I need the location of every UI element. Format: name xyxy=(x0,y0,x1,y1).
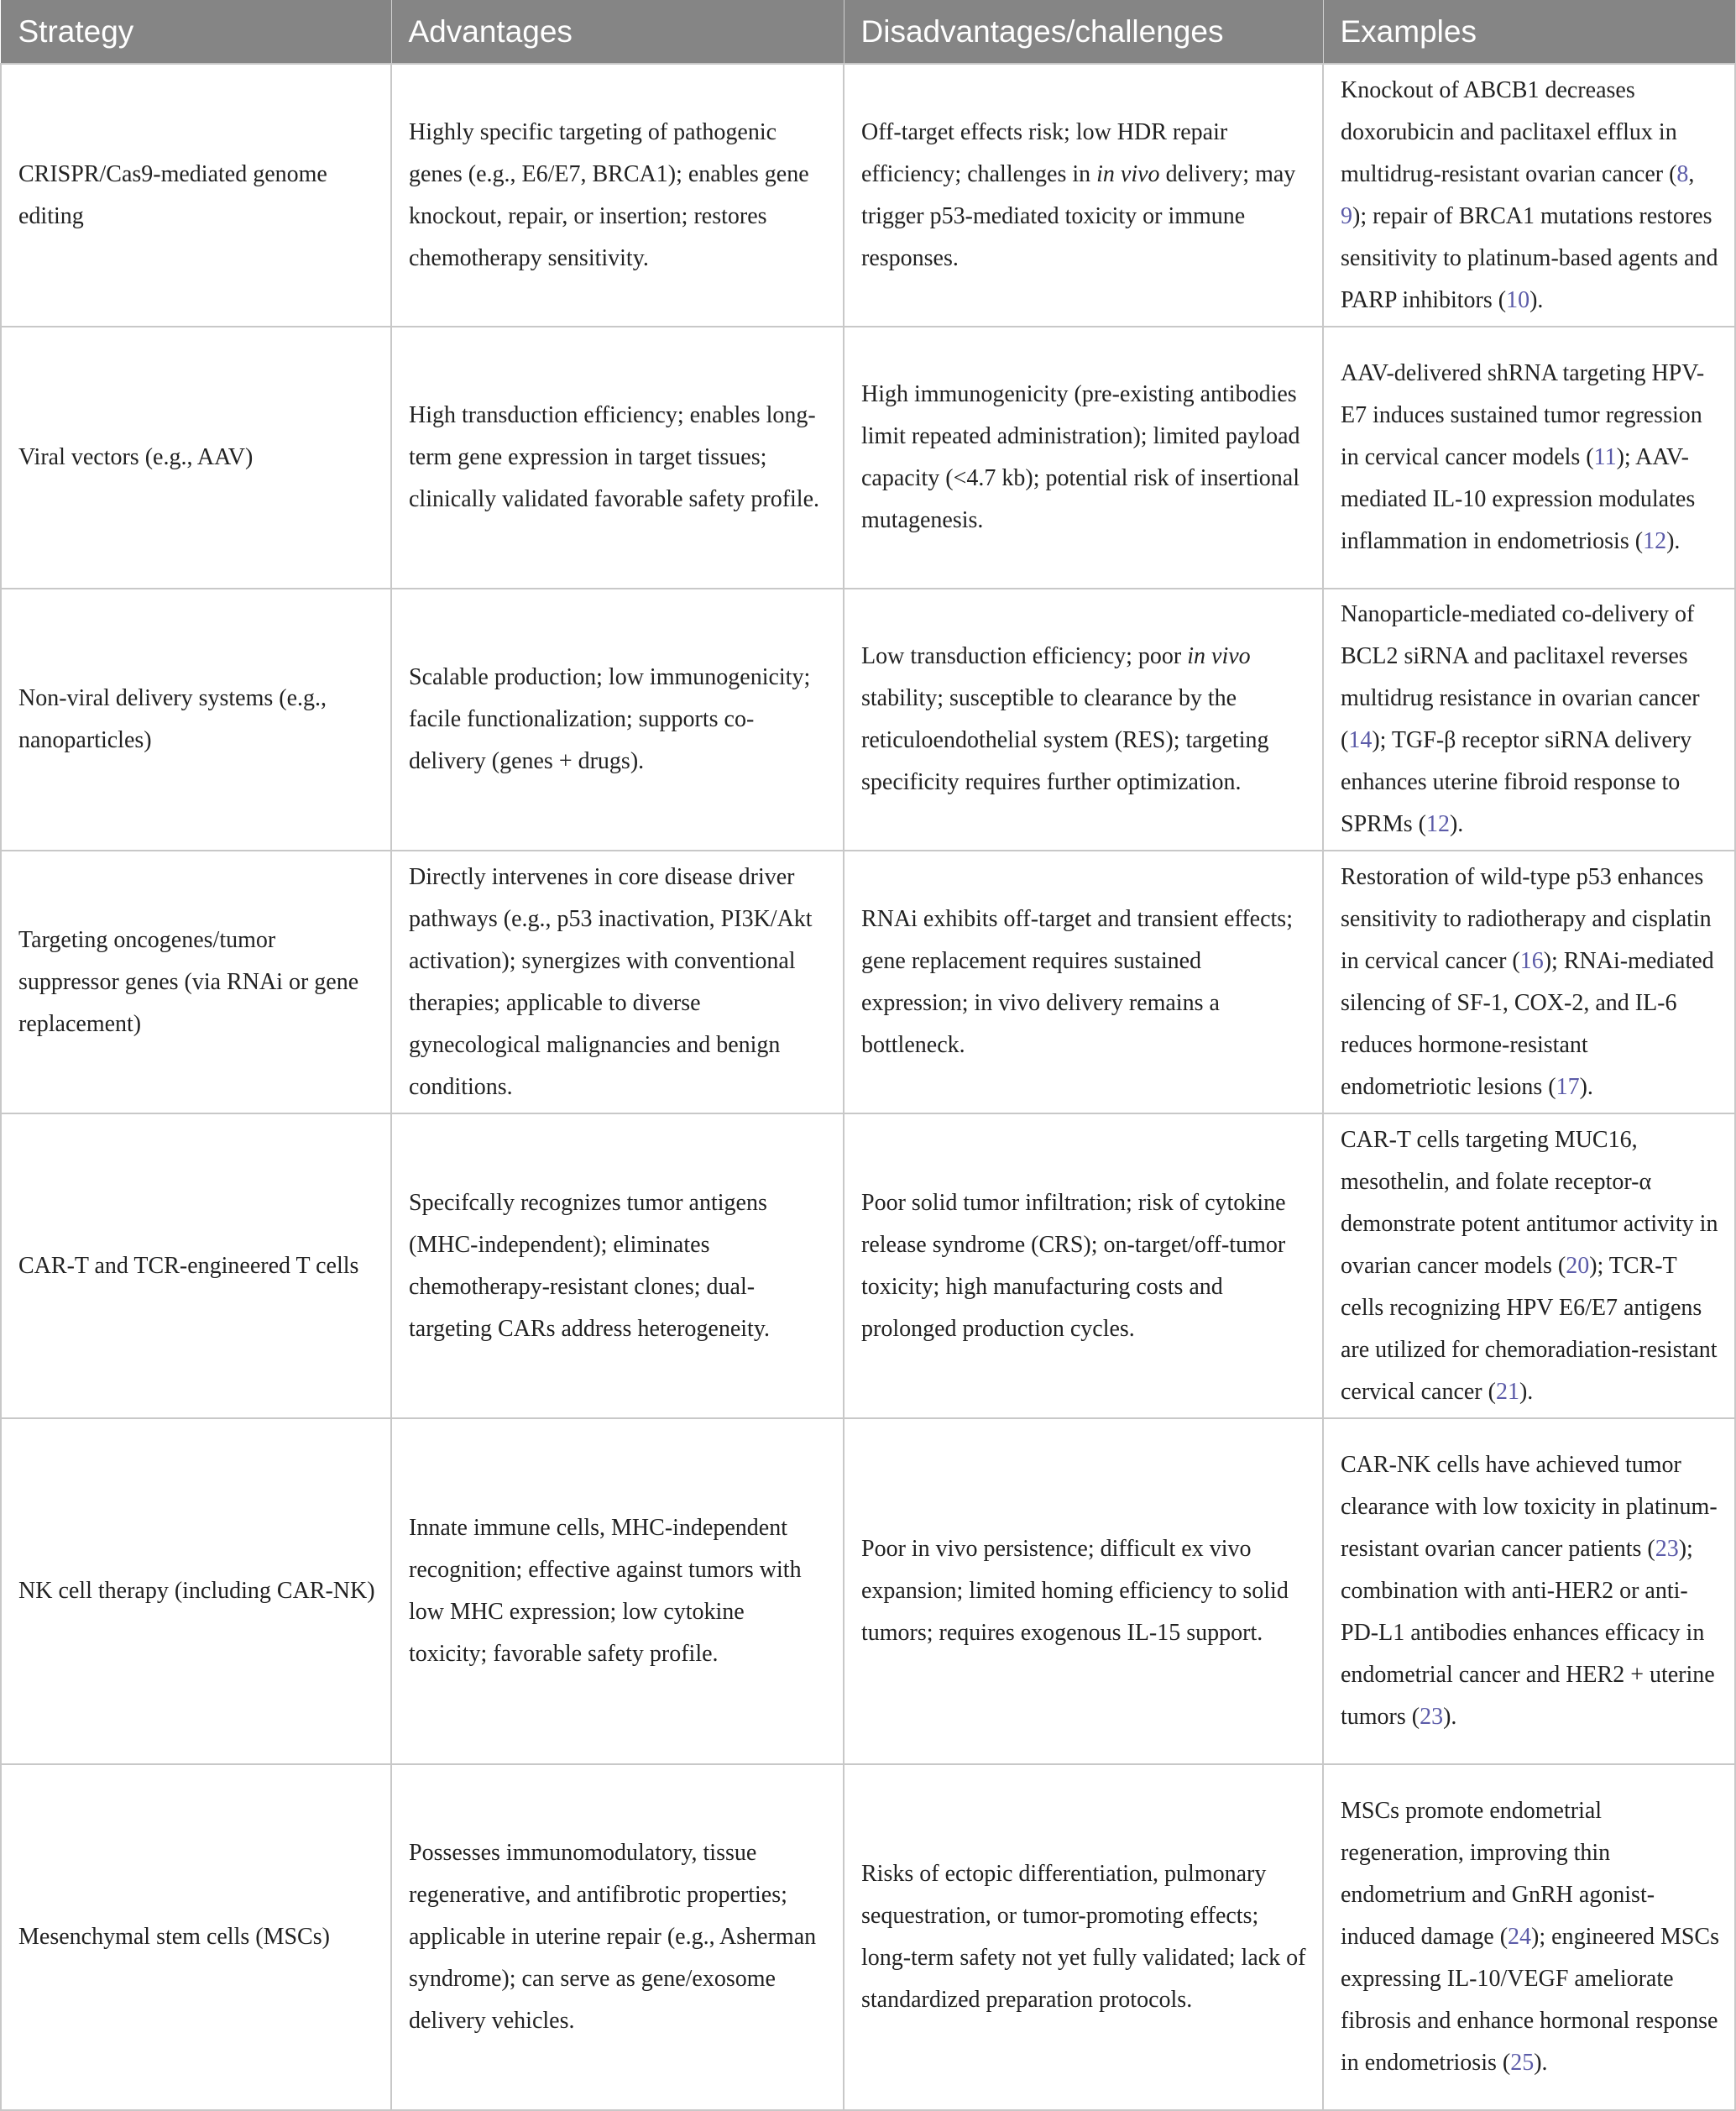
disadvantages-cell xyxy=(844,589,1323,851)
examples-cell xyxy=(1323,1113,1735,1418)
strategy-cell: Viral vectors (e.g., AAV) xyxy=(1,327,391,589)
examples-text: ). xyxy=(1534,2050,1548,2076)
header-row xyxy=(1,0,1735,64)
table-body xyxy=(1,64,1735,2110)
disadvantages-cell xyxy=(844,64,1323,327)
examples-cell xyxy=(1323,1418,1735,1764)
examples-cell xyxy=(1323,589,1735,851)
disadvantages-cell: Risks of ectopic differentiation, pulmonary sequestration, or tumor-promoting effects; long-term safety not yet fully validated; lack of standardized preparation protocols. xyxy=(844,1764,1323,2110)
italic-term: in vivo xyxy=(1096,160,1160,187)
reference-link[interactable]: 23 xyxy=(1655,1536,1679,1562)
examples-text: CAR-NK cells have achieved tumor clearance with low toxicity in platinum-resistant ovarian cancer patients ( xyxy=(1341,1452,1718,1562)
examples-text: ); combination with anti-HER2 or anti-PD-L1 antibodies enhances efficacy in endometrial cancer and HER2 + uterine tumors ( xyxy=(1341,1536,1715,1730)
reference-link[interactable]: 11 xyxy=(1593,444,1617,470)
advantages-cell: Specifcally recognizes tumor antigens (MHC-independent); eliminates chemotherapy-resistant clones; dual-targeting CARs address heterogeneity. xyxy=(391,1113,844,1418)
examples-cell xyxy=(1323,64,1735,327)
reference-link[interactable]: 8 xyxy=(1676,160,1689,187)
disadvantages-text: Off-target effects risk; low HDR repair efficiency; challenges in xyxy=(861,118,1228,187)
advantages-cell: Possesses immunomodulatory, tissue regenerative, and antifibrotic properties; applicable in uterine repair (e.g., Asherman syndrome); can serve as gene/exosome delivery vehicles. xyxy=(391,1764,844,2110)
advantages-cell: Directly intervenes in core disease driver pathways (e.g., p53 inactivation, PI3K/Akt activation); synergizes with conventional therapies; applicable to diverse gynecological malignancies and benign conditions. xyxy=(391,851,844,1113)
header-advantages: Advantages xyxy=(391,0,844,64)
examples-text: Restoration of wild-type p53 enhances sensitivity to radiotherapy and cisplatin in cervical cancer ( xyxy=(1341,863,1712,974)
reference-link[interactable]: 16 xyxy=(1519,947,1544,974)
examples-text: ); TGF-β receptor siRNA delivery enhances uterine fibroid response to SPRMs ( xyxy=(1341,727,1692,837)
disadvantages-cell: RNAi exhibits off-target and transient effects; gene replacement requires sustained expression; in vivo delivery remains a bottleneck. xyxy=(844,851,1323,1113)
italic-term: in vivo xyxy=(1187,643,1251,669)
advantages-cell: Highly specific targeting of pathogenic genes (e.g., E6/E7, BRCA1); enables gene knockout, repair, or insertion; restores chemotherapy sensitivity. xyxy=(391,64,844,327)
examples-text: ); RNAi-mediated silencing of SF-1, COX-2, and IL-6 reduces hormone-resistant endometriotic lesions ( xyxy=(1341,947,1714,1100)
examples-text: ). xyxy=(1666,528,1681,554)
reference-link[interactable]: 23 xyxy=(1420,1704,1444,1730)
reference-link[interactable]: 24 xyxy=(1508,1924,1532,1950)
examples-text: , xyxy=(1688,160,1695,187)
table-row xyxy=(1,1113,1735,1418)
reference-link[interactable]: 14 xyxy=(1348,727,1373,753)
advantages-cell: High transduction efficiency; enables long-term gene expression in target tissues; clinically validated favorable safety profile. xyxy=(391,327,844,589)
examples-cell xyxy=(1323,851,1735,1113)
strategy-cell: CRISPR/Cas9-mediated genome editing xyxy=(1,64,391,327)
reference-link[interactable]: 17 xyxy=(1556,1073,1580,1100)
examples-text: ); repair of BRCA1 mutations restores sensitivity to platinum-based agents and PARP inhibitors ( xyxy=(1341,202,1718,313)
table-row xyxy=(1,64,1735,327)
table-row xyxy=(1,1764,1735,2110)
advantages-cell: Innate immune cells, MHC-independent recognition; effective against tumors with low MHC expression; low cytokine toxicity; favorable safety profile. xyxy=(391,1418,844,1764)
examples-text: ). xyxy=(1449,811,1464,837)
table-row xyxy=(1,851,1735,1113)
disadvantages-text: stability; susceptible to clearance by the reticuloendothelial system (RES); targeting specificity requires further optimization. xyxy=(861,685,1269,795)
examples-text: Nanoparticle-mediated co-delivery of BCL2 siRNA and paclitaxel reverses multidrug resistance in ovarian cancer ( xyxy=(1341,601,1700,753)
examples-text: ); AAV-mediated IL-10 expression modulates inflammation in endometriosis ( xyxy=(1341,444,1696,554)
table-row xyxy=(1,589,1735,851)
strategy-cell: Targeting oncogenes/tumor suppressor genes (via RNAi or gene replacement) xyxy=(1,851,391,1113)
disadvantages-cell: Poor in vivo persistence; difficult ex vivo expansion; limited homing efficiency to solid tumors; requires exogenous IL-15 support. xyxy=(844,1418,1323,1764)
examples-text: ). xyxy=(1519,1378,1534,1405)
examples-cell xyxy=(1323,1764,1735,2110)
header-disadvantages: Disadvantages/challenges xyxy=(844,0,1323,64)
examples-text: ). xyxy=(1579,1073,1593,1100)
disadvantages-text: Low transduction efficiency; poor xyxy=(861,643,1188,669)
header-strategy: Strategy xyxy=(1,0,391,64)
examples-text: AAV-delivered shRNA targeting HPV-E7 induces sustained tumor regression in cervical cancer models ( xyxy=(1341,360,1705,470)
examples-text: ). xyxy=(1529,286,1544,313)
examples-text: ); engineered MSCs expressing IL-10/VEGF ameliorate fibrosis and enhance hormonal response in endometriosis ( xyxy=(1341,1924,1719,2076)
examples-text: ); TCR-T cells recognizing HPV E6/E7 antigens are utilized for chemoradiation-resistant cervical cancer ( xyxy=(1341,1252,1718,1405)
reference-link[interactable]: 20 xyxy=(1566,1252,1590,1279)
examples-text: CAR-T cells targeting MUC16, mesothelin, and folate receptor-α demonstrate potent antitumor activity in ovarian cancer models ( xyxy=(1341,1126,1718,1279)
table-row xyxy=(1,1418,1735,1764)
examples-text: Knockout of ABCB1 decreases doxorubicin and paclitaxel efflux in multidrug-resistant ovarian cancer ( xyxy=(1341,76,1677,187)
advantages-cell: Scalable production; low immunogenicity; facile functionalization; supports co-delivery (genes + drugs). xyxy=(391,589,844,851)
disadvantages-text: delivery; may trigger p53-mediated toxicity or immune responses. xyxy=(861,160,1296,271)
strategy-cell: Mesenchymal stem cells (MSCs) xyxy=(1,1764,391,2110)
table-header xyxy=(1,0,1735,64)
disadvantages-cell: High immunogenicity (pre-existing antibodies limit repeated administration); limited payload capacity (<4.7 kb); potential risk of insertional mutagenesis. xyxy=(844,327,1323,589)
strategy-cell: NK cell therapy (including CAR-NK) xyxy=(1,1418,391,1764)
reference-link[interactable]: 12 xyxy=(1425,811,1450,837)
reference-link[interactable]: 25 xyxy=(1510,2050,1535,2076)
reference-link[interactable]: 12 xyxy=(1643,528,1667,554)
examples-text: MSCs promote endometrial regeneration, improving thin endometrium and GnRH agonist-induced damage ( xyxy=(1341,1798,1655,1950)
strategy-cell: CAR-T and TCR-engineered T cells xyxy=(1,1113,391,1418)
header-examples: Examples xyxy=(1323,0,1735,64)
table-row xyxy=(1,327,1735,589)
reference-link[interactable]: 10 xyxy=(1506,286,1530,313)
strategy-cell: Non-viral delivery systems (e.g., nanoparticles) xyxy=(1,589,391,851)
disadvantages-cell: Poor solid tumor infiltration; risk of cytokine release syndrome (CRS); on-target/off-tumor toxicity; high manufacturing costs and prolonged production cycles. xyxy=(844,1113,1323,1418)
examples-cell xyxy=(1323,327,1735,589)
reference-link[interactable]: 9 xyxy=(1341,202,1352,229)
examples-text: ). xyxy=(1443,1704,1457,1730)
reference-link[interactable]: 21 xyxy=(1495,1378,1519,1405)
